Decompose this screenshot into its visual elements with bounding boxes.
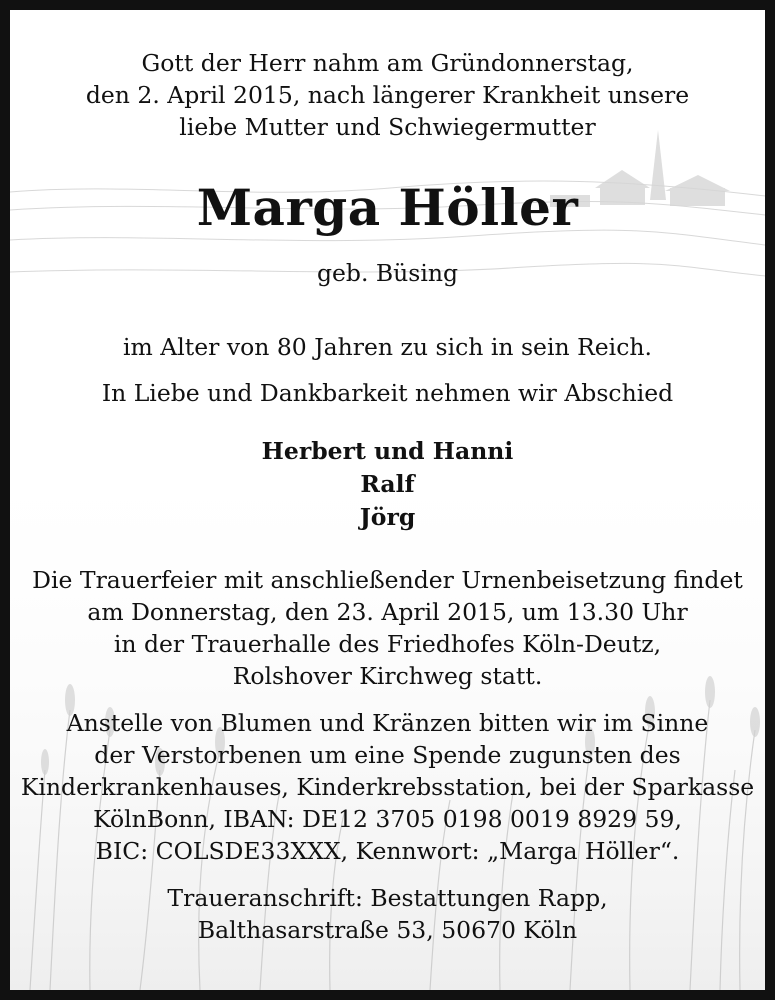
birth-name: geb. Büsing <box>316 259 459 287</box>
service-line-4: Rolshover Kirchweg statt. <box>232 662 543 690</box>
donation-line-3: Kinderkrankenhauses, Kinderkrebsstation, bei der Sparkasse <box>20 773 755 801</box>
donation-line-1: Anstelle von Blumen und Kränzen bitten wir im Sinne <box>66 709 709 737</box>
intro-line-3: liebe Mutter und Schwiegermutter <box>179 113 596 141</box>
service-line-3: in der Trauerhalle des Friedhofes Köln-Deutz, <box>113 630 662 658</box>
farewell-line: In Liebe und Dankbarkeit nehmen wir Abschied <box>101 379 674 407</box>
service-line-2: am Donnerstag, den 23. April 2015, um 13.30 Uhr <box>87 598 688 626</box>
mourner-3: Jörg <box>359 503 416 531</box>
address-line-1: Traueranschrift: Bestattungen Rapp, <box>167 884 608 912</box>
obituary-text <box>10 10 765 990</box>
deceased-name: Marga Höller <box>196 178 579 237</box>
donation-line-2: der Verstorbenen um eine Spende zugunsten des <box>94 741 681 769</box>
age-line: im Alter von 80 Jahren zu sich in sein Reich. <box>123 333 652 361</box>
donation-line-5: BIC: COLSDE33XXX, Kennwort: „Marga Höller“. <box>95 837 680 865</box>
service-line-1: Die Trauerfeier mit anschließender Urnenbeisetzung findet <box>32 566 743 594</box>
address-line-2: Balthasarstraße 53, 50670 Köln <box>197 916 578 944</box>
donation-line-4: KölnBonn, IBAN: DE12 3705 0198 0019 8929 59, <box>93 805 682 833</box>
mourner-1: Herbert und Hanni <box>261 437 514 465</box>
intro-line-2: den 2. April 2015, nach längerer Krankheit unsere <box>85 81 690 109</box>
mourner-2: Ralf <box>360 470 415 498</box>
intro-line-1: Gott der Herr nahm am Gründonnerstag, <box>141 49 634 77</box>
